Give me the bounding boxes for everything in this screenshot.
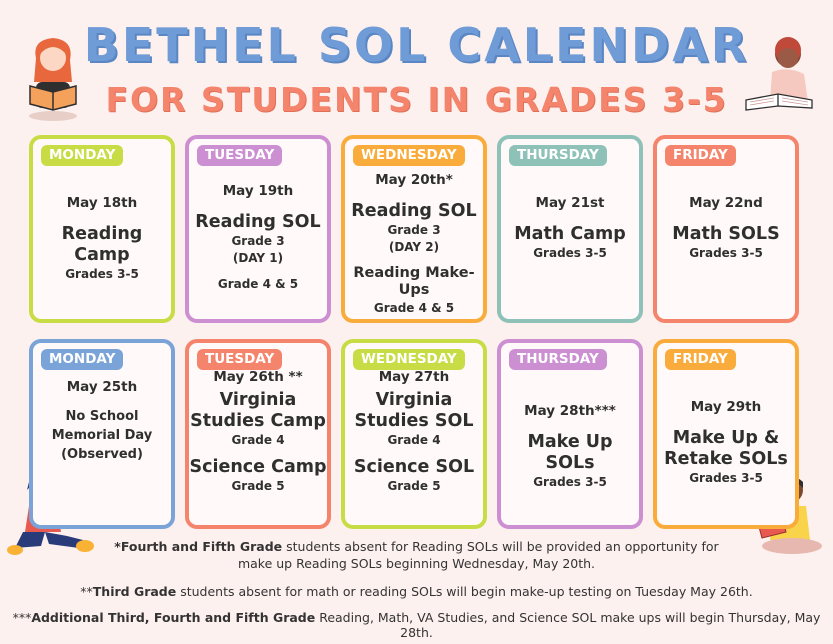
event-title-line-2: Retake SOLs: [664, 449, 788, 469]
date: May 25th: [66, 379, 138, 395]
event-title: Math SOLS: [672, 224, 780, 244]
card-thursday-may-28: [497, 339, 643, 529]
grades-text: Grades 3-5: [689, 471, 763, 485]
event-title-2: Science Camp: [189, 457, 327, 478]
event-title: Reading SOL: [351, 201, 477, 221]
day-label-tuesday: TUESDAY: [197, 349, 282, 370]
footnote-additional: [0, 610, 833, 640]
date: May 28th***: [524, 403, 616, 419]
day-label-thursday: THURSDAY: [509, 349, 607, 370]
grades-text: Grades 3-5: [533, 475, 607, 489]
card-wednesday-may-27: [341, 339, 487, 529]
grade-5-text: Grade 5: [231, 479, 285, 494]
grade-4-5-text: Grade 4 & 5: [217, 276, 299, 291]
date: May 19th: [222, 183, 294, 199]
observed-note: (Observed): [61, 446, 143, 462]
event-title: Reading SOL: [195, 212, 321, 232]
day-note: (DAY 2): [388, 240, 440, 255]
grades-text: Grades 3-5: [533, 246, 607, 260]
page-title: BETHEL SOL CALENDAR: [83, 18, 750, 72]
event-title: Make Up SOLs: [527, 432, 613, 473]
footnote-2-text: students absent for math or reading SOLs will begin make-up testing on Tuesday May 26th.: [176, 584, 753, 599]
card-tuesday-may-26: [185, 339, 331, 529]
day-label-monday: MONDAY: [41, 145, 123, 166]
day-label-friday: FRIDAY: [665, 349, 736, 370]
date: May 20th*: [375, 172, 453, 188]
footnote-3-text: Reading, Math, VA Studies, and Science SOL make ups will begin Thursday, May 28th.: [315, 610, 821, 640]
grade-3-text: Grade 3: [231, 234, 285, 248]
event-title-line-1: Make Up &: [672, 428, 780, 448]
grades-text: Grades 3-5: [689, 246, 763, 260]
day-label-monday: MONDAY: [41, 349, 123, 370]
card-monday-may-18: [29, 135, 175, 323]
day-label-thursday: THURSDAY: [509, 145, 607, 166]
day-label-wednesday: WEDNESDAY: [353, 349, 465, 370]
event-title: Math Camp: [514, 224, 626, 244]
date: May 26th **: [213, 369, 303, 385]
day-label-friday: FRIDAY: [665, 145, 736, 166]
footnote-2-prefix: **: [80, 584, 93, 599]
event-title-2: Science SOL: [353, 457, 475, 478]
boy-reading-illustration: [738, 36, 824, 118]
grade-3-text: Grade 3: [387, 223, 441, 237]
footnote-fourth-fifth: [0, 538, 833, 572]
card-tuesday-may-19: [185, 135, 331, 323]
day-label-tuesday: TUESDAY: [197, 145, 282, 166]
footnote-1-bold: *Fourth and Fifth Grade: [114, 539, 283, 554]
footnote-1-text-2: make up Reading SOLs beginning Wednesday, May 20th.: [237, 556, 596, 571]
page-subtitle: FOR STUDENTS IN GRADES 3-5: [105, 80, 728, 119]
footnote-2-bold: Third Grade: [92, 584, 177, 599]
event-title-line-1: Virginia: [219, 390, 297, 410]
girl-reading-illustration: [22, 30, 84, 122]
event-title: Reading Camp: [61, 224, 143, 265]
footnote-third-grade: [0, 584, 833, 599]
grades-text: Grades 3-5: [65, 267, 139, 281]
footnote-1-text: students absent for Reading SOLs will be provided an opportunity for: [282, 539, 719, 554]
day-note: (DAY 1): [232, 251, 284, 266]
card-wednesday-may-20: [341, 135, 487, 323]
footnote-3-prefix: ***: [12, 610, 32, 625]
event-title-line-1: Virginia: [375, 390, 453, 410]
footnote-3-bold: Additional Third, Fourth and Fifth Grade: [31, 610, 316, 625]
grade-4-text: Grade 4: [231, 433, 285, 447]
event-title-2: Reading Make-Ups: [353, 264, 475, 299]
card-monday-may-25: [29, 339, 175, 529]
date: May 27th: [378, 369, 450, 385]
date: May 18th: [66, 195, 138, 211]
date: May 21st: [535, 195, 605, 211]
grade-4-text: Grade 4: [387, 433, 441, 447]
date: May 29th: [690, 399, 762, 415]
card-thursday-may-21: [497, 135, 643, 323]
event-title-line-2: Studies SOL: [354, 411, 474, 431]
card-friday-may-22: [653, 135, 799, 323]
date: May 22nd: [689, 195, 763, 211]
holiday-name: Memorial Day: [51, 427, 153, 443]
grade-4-5-text: Grade 4 & 5: [373, 300, 455, 315]
grade-5-text: Grade 5: [387, 479, 441, 494]
day-label-wednesday: WEDNESDAY: [353, 145, 465, 166]
no-school-text: No School: [65, 409, 139, 424]
card-friday-may-29: [653, 339, 799, 529]
event-title-line-2: Studies Camp: [190, 411, 326, 431]
